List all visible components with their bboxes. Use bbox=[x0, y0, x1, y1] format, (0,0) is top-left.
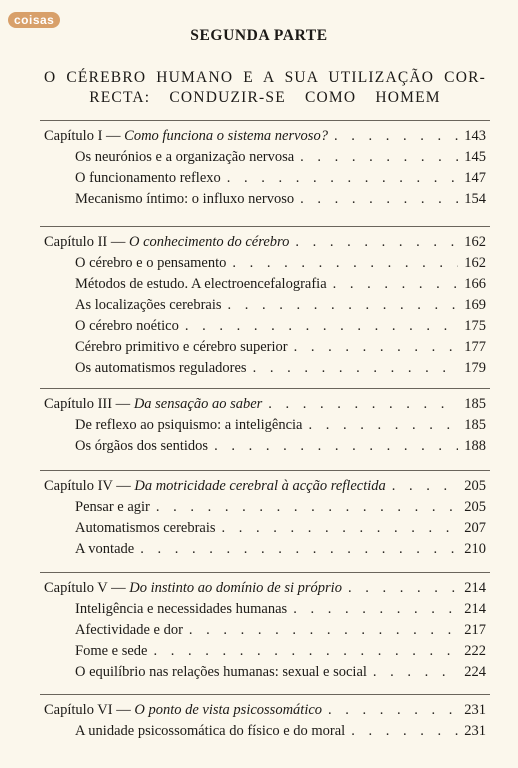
toc-entry bbox=[44, 170, 486, 191]
page-number: 143 bbox=[464, 128, 486, 144]
entry-title: Automatismos cerebrais bbox=[75, 520, 216, 536]
entry-title: O cérebro e o pensamento bbox=[75, 255, 227, 271]
entry-title: O equilíbrio nas relações humanas: sexual e social bbox=[75, 664, 367, 680]
toc-entry bbox=[44, 499, 486, 520]
dot-leader bbox=[262, 396, 458, 413]
page-number: 169 bbox=[464, 297, 486, 313]
page-number: 145 bbox=[464, 149, 486, 165]
page-number: 231 bbox=[464, 702, 486, 718]
dot-leader bbox=[208, 438, 458, 455]
dot-leader bbox=[345, 723, 458, 740]
chapter-heading bbox=[44, 234, 486, 255]
entry-title: Pensar e agir bbox=[75, 499, 150, 515]
section-title-line-2: RECTA: CONDUZIR-SE COMO HOMEM bbox=[89, 89, 441, 106]
toc-entry bbox=[44, 601, 486, 622]
chapter-divider bbox=[40, 120, 490, 121]
chapter-divider bbox=[40, 226, 490, 227]
dot-leader bbox=[342, 580, 458, 597]
page-number: 205 bbox=[464, 478, 486, 494]
dot-leader bbox=[150, 499, 458, 516]
dot-leader bbox=[216, 520, 458, 537]
toc-entry bbox=[44, 520, 486, 541]
toc-entry bbox=[44, 318, 486, 339]
page-number: 222 bbox=[464, 643, 486, 659]
toc-entry bbox=[44, 149, 486, 170]
chapter-heading bbox=[44, 396, 486, 417]
chapter-divider bbox=[40, 388, 490, 389]
chapter-name: O ponto de vista psicossomático bbox=[134, 702, 323, 718]
chapter-label: Capítulo V — bbox=[44, 580, 130, 596]
chapter-title bbox=[44, 580, 342, 597]
dot-leader bbox=[289, 234, 458, 251]
chapter-name: O conhecimento do cérebro bbox=[128, 234, 290, 250]
chapter-name: Como funciona o sistema nervoso? bbox=[124, 128, 328, 144]
chapter-title bbox=[44, 478, 386, 495]
chapter-title bbox=[44, 702, 322, 719]
dot-leader bbox=[294, 191, 458, 208]
dot-leader bbox=[294, 149, 458, 166]
dot-leader bbox=[183, 622, 458, 639]
entry-title: As localizações cerebrais bbox=[75, 297, 222, 313]
dot-leader bbox=[287, 601, 458, 618]
dot-leader bbox=[179, 318, 458, 335]
chapter-block bbox=[44, 580, 486, 685]
chapter-block bbox=[44, 702, 486, 744]
chapter-label: Capítulo VI — bbox=[44, 702, 135, 718]
dot-leader bbox=[367, 664, 458, 681]
page-number: 224 bbox=[464, 664, 486, 680]
toc-entry bbox=[44, 255, 486, 276]
page-number: 162 bbox=[464, 234, 486, 250]
page-number: 162 bbox=[464, 255, 486, 271]
dot-leader bbox=[288, 339, 458, 356]
entry-title: Os órgãos dos sentidos bbox=[75, 438, 209, 454]
page-number: 210 bbox=[464, 541, 486, 557]
page-number: 147 bbox=[464, 170, 486, 186]
section-title bbox=[44, 68, 486, 108]
dot-leader bbox=[386, 478, 458, 495]
toc-entry bbox=[44, 417, 486, 438]
chapter-heading bbox=[44, 702, 486, 723]
chapter-label: Capítulo IV — bbox=[44, 478, 135, 494]
toc-entry bbox=[44, 339, 486, 360]
page-number: 175 bbox=[464, 318, 486, 334]
toc-entry bbox=[44, 191, 486, 212]
chapter-title bbox=[44, 396, 262, 413]
dot-leader bbox=[226, 255, 458, 272]
page-number: 207 bbox=[464, 520, 486, 536]
toc-entry bbox=[44, 360, 486, 381]
chapter-title bbox=[44, 128, 328, 145]
page-number: 154 bbox=[464, 191, 486, 207]
entry-title: O funcionamento reflexo bbox=[75, 170, 221, 186]
chapter-label: Capítulo II — bbox=[44, 234, 129, 250]
entry-title: A vontade bbox=[75, 541, 135, 557]
page-number: 185 bbox=[464, 396, 486, 412]
watermark-logo: coisas bbox=[8, 12, 60, 28]
dot-leader bbox=[221, 170, 458, 187]
entry-title: Os automatismos reguladores bbox=[75, 360, 247, 376]
dot-leader bbox=[134, 541, 458, 558]
page-number: 214 bbox=[464, 580, 486, 596]
dot-leader bbox=[328, 128, 458, 145]
toc-entry bbox=[44, 723, 486, 744]
dot-leader bbox=[222, 297, 458, 314]
toc-entry bbox=[44, 541, 486, 562]
chapter-heading bbox=[44, 478, 486, 499]
chapter-name: Da sensação ao saber bbox=[133, 396, 263, 412]
page-number: 231 bbox=[464, 723, 486, 739]
toc-entry bbox=[44, 643, 486, 664]
entry-title: Inteligência e necessidades humanas bbox=[75, 601, 288, 617]
page-number: 217 bbox=[464, 622, 486, 638]
chapter-divider bbox=[40, 694, 490, 695]
toc-entry bbox=[44, 297, 486, 318]
chapter-heading bbox=[44, 580, 486, 601]
chapter-name: Da motricidade cerebral à acção reflectida bbox=[134, 478, 386, 494]
toc-entry bbox=[44, 276, 486, 297]
chapter-divider bbox=[40, 470, 490, 471]
page-number: 177 bbox=[464, 339, 486, 355]
dot-leader bbox=[247, 360, 458, 377]
entry-title: De reflexo ao psiquismo: a inteligência bbox=[75, 417, 303, 433]
page-number: 214 bbox=[464, 601, 486, 617]
dot-leader bbox=[303, 417, 459, 434]
section-title-line-1: O CÉREBRO HUMANO E A SUA UTILIZAÇÃO COR- bbox=[44, 69, 486, 86]
toc-entry bbox=[44, 622, 486, 643]
page-number: 166 bbox=[464, 276, 486, 292]
entry-title: Métodos de estudo. A electroencefalografia bbox=[75, 276, 327, 292]
chapter-heading bbox=[44, 128, 486, 149]
entry-title: Cérebro primitivo e cérebro superior bbox=[75, 339, 288, 355]
chapter-label: Capítulo I — bbox=[44, 128, 125, 144]
entry-title: Mecanismo íntimo: o influxo nervoso bbox=[75, 191, 295, 207]
chapter-block bbox=[44, 128, 486, 212]
entry-title: A unidade psicossomática do físico e do moral bbox=[75, 723, 346, 739]
chapter-label: Capítulo III — bbox=[44, 396, 134, 412]
page-number: 179 bbox=[464, 360, 486, 376]
chapter-block bbox=[44, 478, 486, 562]
chapter-name: Do instinto ao domínio de si próprio bbox=[129, 580, 342, 596]
dot-leader bbox=[147, 643, 458, 660]
entry-title: O cérebro noético bbox=[75, 318, 179, 334]
toc-entry bbox=[44, 664, 486, 685]
part-title: SEGUNDA PARTE bbox=[190, 27, 328, 44]
chapter-divider bbox=[40, 572, 490, 573]
toc-entry bbox=[44, 438, 486, 459]
entry-title: Afectividade e dor bbox=[75, 622, 183, 638]
entry-title: Fome e sede bbox=[75, 643, 148, 659]
chapter-block bbox=[44, 234, 486, 381]
chapter-title bbox=[44, 234, 289, 251]
entry-title: Os neurónios e a organização nervosa bbox=[75, 149, 295, 165]
dot-leader bbox=[327, 276, 458, 293]
page-number: 205 bbox=[464, 499, 486, 515]
chapter-block bbox=[44, 396, 486, 459]
dot-leader bbox=[322, 702, 458, 719]
page-number: 188 bbox=[464, 438, 486, 454]
page-number: 185 bbox=[464, 417, 486, 433]
